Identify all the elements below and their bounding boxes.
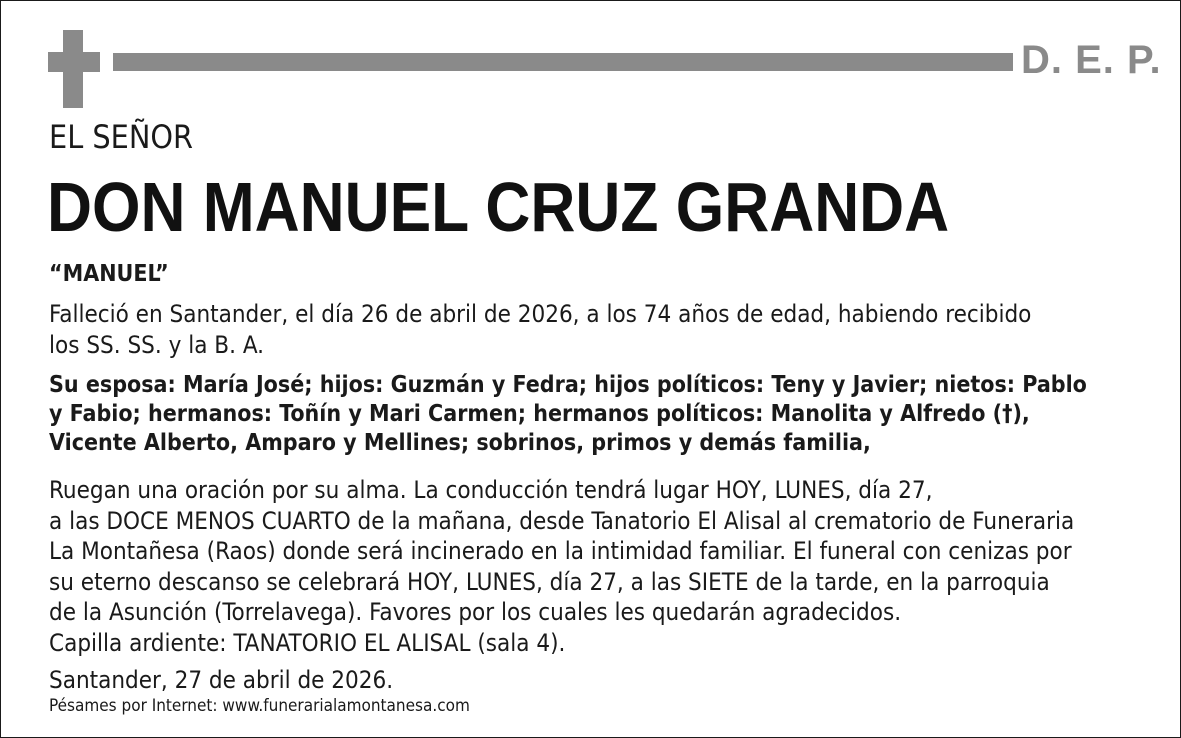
cross-icon-arm: [48, 52, 100, 72]
service-line: de la Asunción (Torrelavega). Favores por los cuales les quedarán agradecidos.: [49, 598, 902, 626]
announcement-paragraph: [49, 299, 1031, 361]
family-line: Su esposa: María José; hijos: Guzmán y Fedra; hijos políticos: Teny y Javier; nietos: Pablo: [49, 372, 1087, 398]
announcement-line: los SS. SS. y la B. A.: [49, 331, 265, 359]
service-line: su eterno descanso se celebrará HOY, LUNES, día 27, a las SIETE de la tarde, en la parroquia: [49, 567, 1050, 596]
family-paragraph: [49, 371, 1087, 458]
deceased-name: DON MANUEL CRUZ GRANDA: [47, 168, 950, 246]
place-date-block: [49, 665, 393, 696]
service-line: Capilla ardiente: TANATORIO EL ALISAL (sala 4).: [49, 628, 566, 657]
condolences-line: Pésames por Internet: www.funerarialamontanesa.com: [49, 696, 470, 716]
place-date: Santander, 27 de abril de 2026.: [49, 666, 394, 694]
nickname: “MANUEL”: [49, 261, 169, 287]
header-rule: [113, 53, 1013, 71]
announcement-line: Falleció en Santander, el día 26 de abril de 2026, a los 74 años de edad, habiendo recibido: [49, 300, 1032, 328]
service-line: a las DOCE MENOS CUARTO de la mañana, desde Tanatorio El Alisal al crematorio de Funeraria: [49, 506, 1075, 535]
family-line: Vicente Alberto, Amparo y Mellines; sobrinos, primos y demás familia,: [49, 430, 871, 456]
family-line: y Fabio; hermanos: Toñín y Mari Carmen; hermanos políticos: Manolita y Alfredo (†),: [49, 401, 1030, 427]
service-paragraph: [49, 475, 1074, 658]
service-line: Ruegan una oración por su alma. La conducción tendrá lugar HOY, LUNES, día 27,: [49, 476, 933, 504]
service-line: La Montañesa (Raos) donde será incinerado en la intimidad familiar. El funeral con cenizas por: [49, 537, 1072, 565]
dep-label: D. E. P.: [1021, 38, 1162, 82]
title-prefix: EL SEÑOR: [49, 118, 194, 156]
